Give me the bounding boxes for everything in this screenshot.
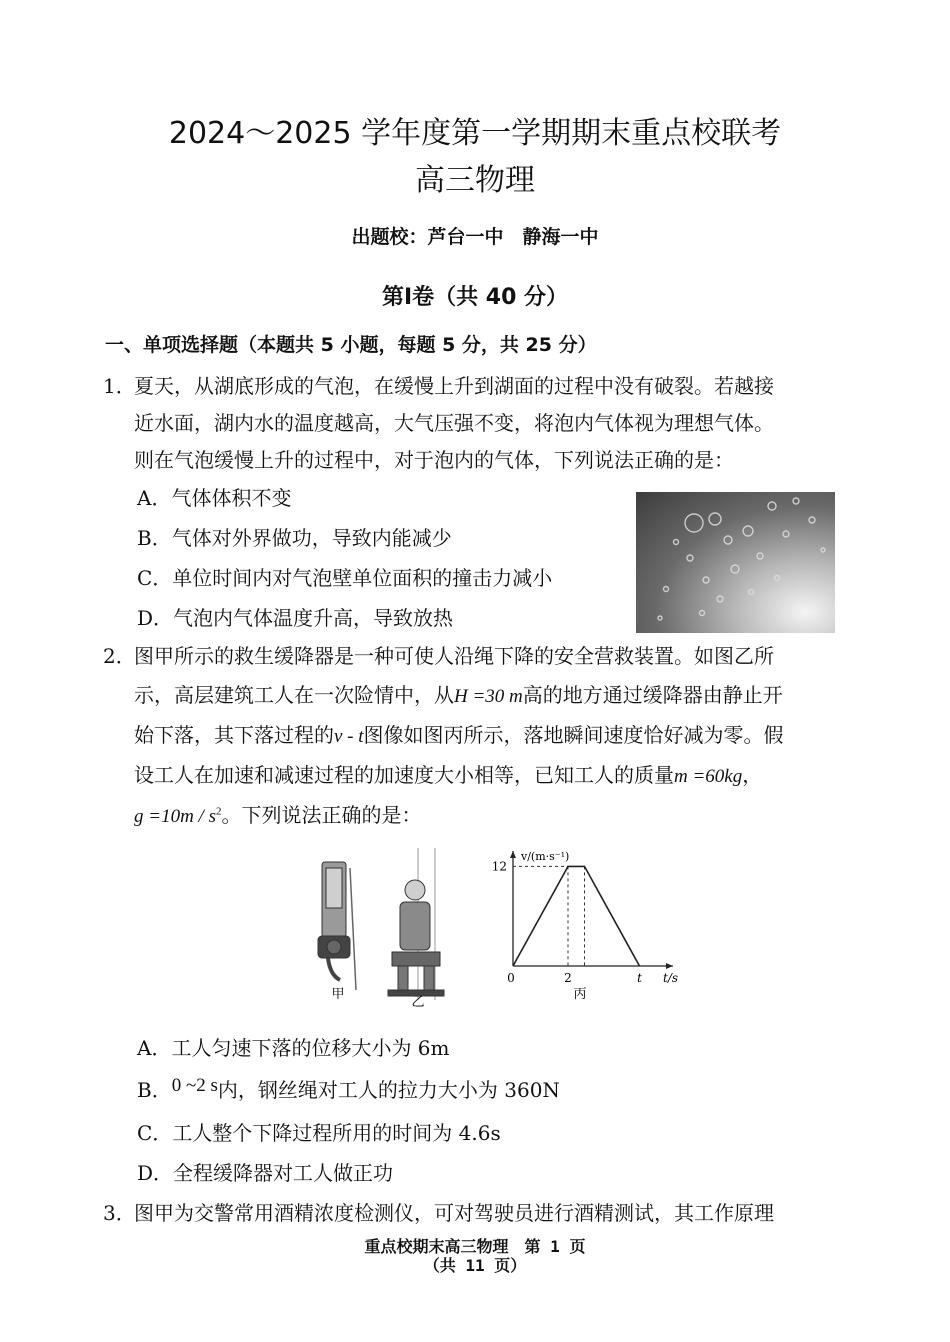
- q2-text: ，: [742, 763, 763, 787]
- q2-stem-line: 图甲所示的救生缓降器是一种可使人沿绳下降的安全营救装置。如图乙所: [134, 644, 774, 668]
- x-tick-label: 2: [564, 971, 572, 985]
- worker-drawing: [388, 848, 444, 1000]
- section-heading: 一、单项选择题（本题共 5 小题，每题 5 分，共 25 分）: [105, 334, 597, 356]
- caption-bing: 丙: [573, 987, 587, 1002]
- q2-text: 图像如图丙所示，落地瞬间速度恰好减为零。假: [363, 723, 784, 747]
- q1-option-b: B．气体对外界做功，导致内能减少: [137, 526, 452, 550]
- q2-option-d: [137, 1157, 393, 1186]
- q1-stem-line: 夏天，从湖底形成的气泡，在缓慢上升到湖面的过程中没有破裂。若越接: [134, 374, 774, 398]
- q1-option-c: C．单位时间内对气泡壁单位面积的撞击力减小: [137, 566, 553, 590]
- q2-text: 始下落，其下落过程的: [134, 723, 334, 747]
- q2-mass-formula: m =60kg: [674, 766, 743, 787]
- exam-title: 2024～2025 学年度第一学期期末重点校联考: [168, 116, 782, 151]
- x-axis-label: t/s: [663, 971, 679, 985]
- q2-number: 2．: [103, 644, 136, 668]
- q1-number: 1．: [103, 374, 136, 398]
- q2-height-formula: H =30 m: [454, 686, 523, 707]
- y-axis-label: v/(m·s⁻¹): [521, 850, 570, 863]
- page-footer-line1: 重点校期末高三物理 第 1 页: [364, 1237, 586, 1256]
- velocity-series-line: [513, 866, 640, 966]
- x-axis-arrow: [666, 963, 673, 969]
- caption-yi: 乙: [411, 995, 425, 1010]
- option-prefix: B．: [137, 1078, 172, 1102]
- q1-option-d: D．气泡内气体温度升高，导致放热: [137, 606, 454, 630]
- option-time-range: 0 ~2 s: [171, 1075, 218, 1096]
- q2-stem-line: [134, 799, 421, 828]
- x-tick-label: 0: [507, 971, 515, 985]
- q2-figure-svg: [300, 840, 700, 1010]
- x-tick-label: t: [637, 971, 642, 985]
- q2-option-a: [137, 1032, 450, 1061]
- volume-heading: 第Ⅰ卷（共 40 分）: [381, 285, 569, 310]
- q2-gravity-formula: g =10m / s: [134, 806, 216, 827]
- option-text: 全程缓降器对工人做正功: [173, 1161, 394, 1185]
- q1-stem-line: 则在气泡缓慢上升的过程中，对于泡内的气体，下列说法正确的是：: [134, 448, 734, 472]
- q2-gravity-exponent: 2: [215, 805, 222, 818]
- option-text: 工人整个下降过程所用的时间为 4.6s: [172, 1121, 501, 1145]
- source-schools: 出题校：芦台一中 静海一中: [351, 226, 599, 248]
- q2-text: 设工人在加速和减速过程的加速度大小相等，已知工人的质量: [134, 763, 674, 787]
- option-prefix: D．: [137, 1161, 174, 1185]
- caption-jia: 甲: [331, 987, 345, 1002]
- option-prefix: C．: [137, 1121, 173, 1145]
- vt-graph: [492, 850, 678, 985]
- q2-text: 高的地方通过缓降器由静止开: [522, 683, 783, 707]
- q2-vt-formula: v - t: [334, 726, 364, 747]
- bubbles-photo: [636, 492, 835, 633]
- q2-option-c: [137, 1117, 501, 1146]
- q3-number: 3．: [103, 1201, 136, 1225]
- q2-text: 。下列说法正确的是：: [221, 803, 422, 827]
- q2-text: 示，高层建筑工人在一次险情中，从: [134, 683, 454, 707]
- page-footer-line2: （共 11 页）: [423, 1256, 527, 1275]
- q1-option-a: A．气体体积不变: [137, 486, 292, 510]
- q2-stem-line: [134, 679, 783, 708]
- option-text: 工人匀速下落的位移大小为 6m: [171, 1036, 450, 1060]
- q3-stem-line: 图甲为交警常用酒精浓度检测仪，可对驾驶员进行酒精测试，其工作原理: [134, 1201, 774, 1225]
- q2-stem-line: [134, 719, 784, 748]
- q1-stem-line: 近水面，湖内水的温度越高，大气压强不变，将泡内气体视为理想气体。: [134, 411, 774, 435]
- y-axis-arrow: [510, 851, 516, 858]
- q2-stem-line: [134, 759, 762, 788]
- option-prefix: A．: [137, 1036, 172, 1060]
- descender-device-drawing: [318, 862, 356, 990]
- exam-subject: 高三物理: [415, 163, 535, 198]
- bubbles-illustration: [636, 492, 835, 633]
- y-tick-label: 12: [491, 859, 507, 874]
- q2-figure: [300, 840, 700, 1010]
- option-text: 内，钢丝绳对工人的拉力大小为 360N: [217, 1078, 560, 1102]
- q2-option-b: [137, 1074, 560, 1103]
